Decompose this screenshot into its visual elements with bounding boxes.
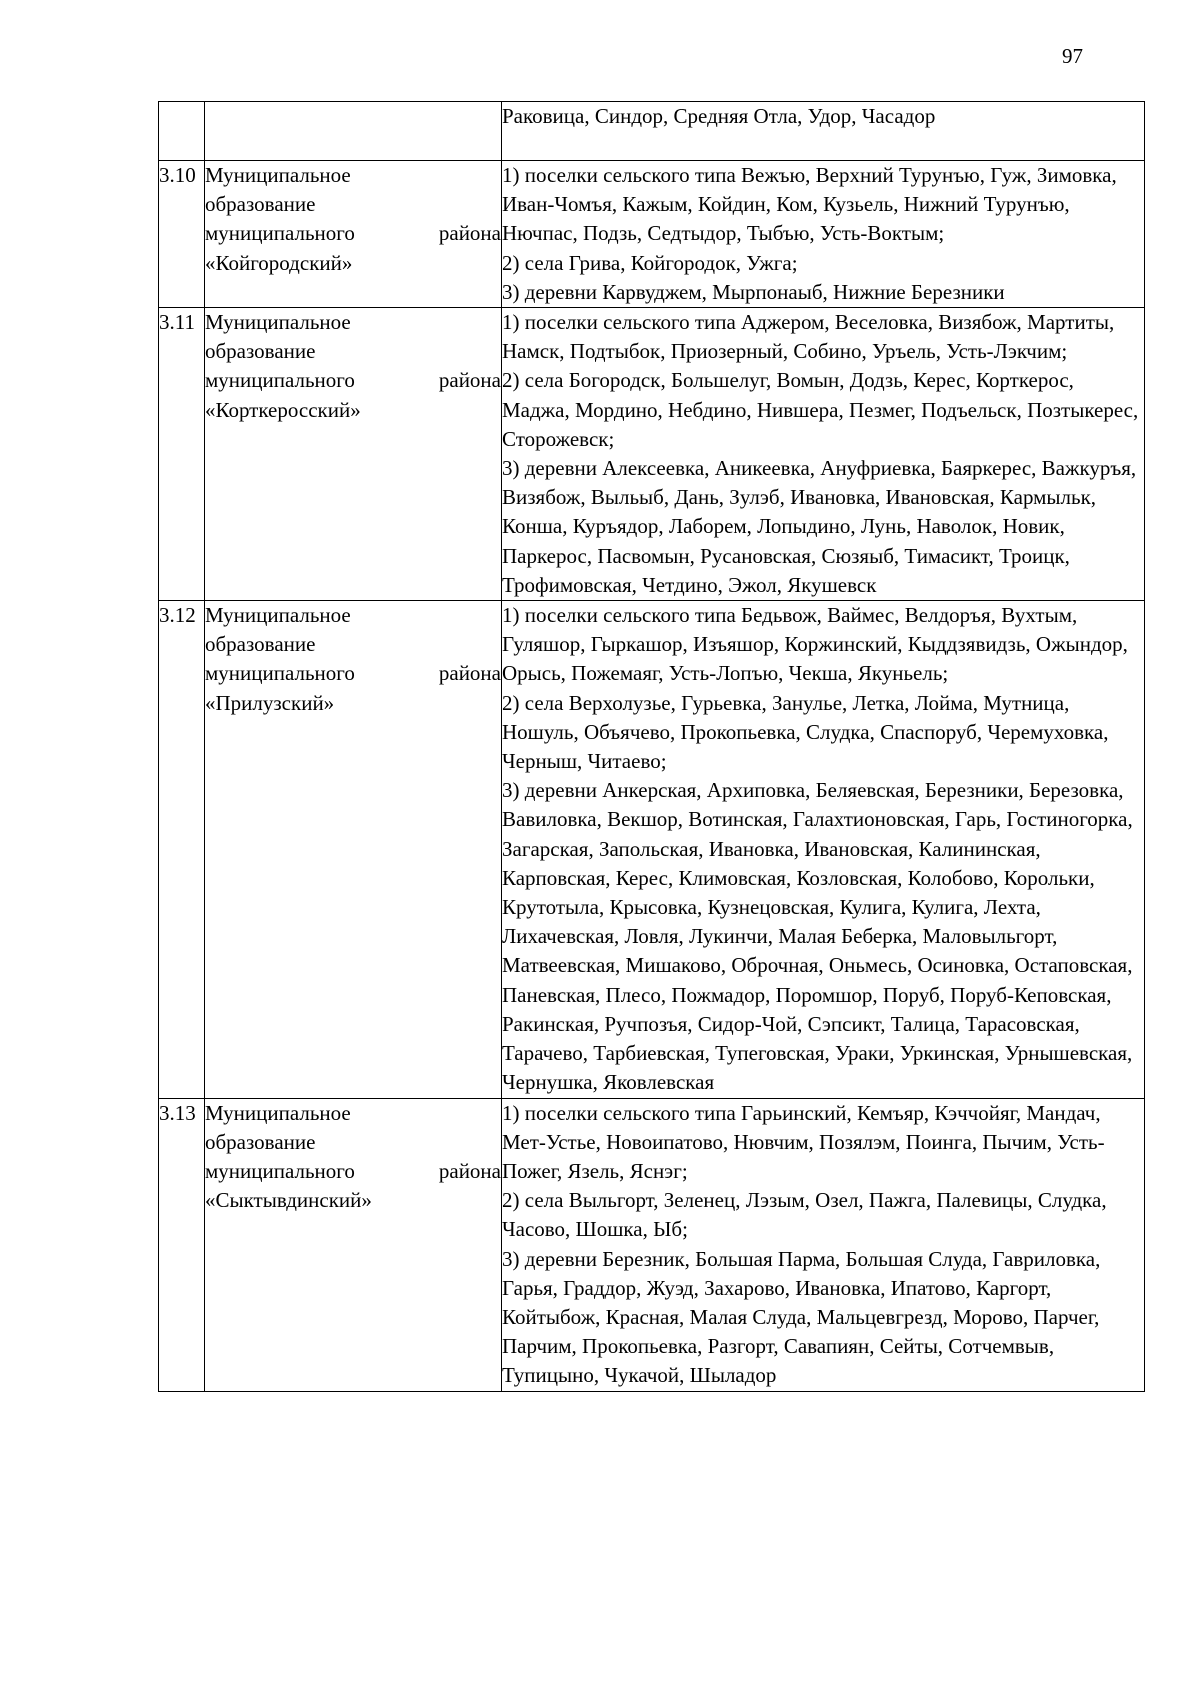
settlements-list: Раковица, Синдор, Средняя Отла, Удор, Часадор bbox=[502, 102, 1145, 161]
settlements-text: 1) поселки сельского типа Бедьвож, Ваймес, Велдоръя, Вухтым, Гуляшор, Гыркашор, Изъяшор, Коржинский, Кыддзявидзь, Ожындор, Орысь, Пожемаяг, Усть-Лопъю, Чекша, Якуньель; 2) села Верхолузье, Гурьевка, Занулье, Летка, Лойма, Мутница, Ношуль, Объячево, Прокопьевка, Слудка, Спаспоруб, Черемуховка, Черныш, Читаево; 3) деревни Анкерская, Архиповка, Беляевская, Березники, Березовка, Вавиловка, Векшор, Вотинская, Галахтионовская, Гарь, Гостиногорка, Загарская, Запольская, Ивановка, Ивановская, Калининская, Карповская, Керес, Климовская, Козловская, Колобово, Корольки, Крутотыла, Крысовка, Кузнецовская, Кулига, Кулига, Лехта, Лихачевская, Ловля, Лукинчи, Малая Беберка, Маловыльгорт, Матвеевская, Мишаково, Оброчная, Оньмесь, Осиновка, Остаповская, Паневская, Плесо, Пожмадор, Поромшор, Поруб, Поруб-Кеповская, Ракинская, Ручпозъя, Сидор-Чой, Сэпсикт, Талица, Тарасовская, Тарачево, Тарбиевская, Тупеговская, Ураки, Уркинская, Урнышевская, Чернушка, Яковлевская bbox=[502, 603, 1133, 1095]
name-word: района bbox=[438, 368, 501, 393]
name-line: «Прилузский» bbox=[205, 690, 335, 715]
table-row bbox=[159, 308, 1145, 601]
municipality-name bbox=[205, 161, 502, 308]
name-line: образование bbox=[205, 192, 316, 217]
row-number: 3.12 bbox=[159, 601, 205, 1098]
table-row-continued bbox=[159, 102, 1145, 161]
name-line: Муниципальное bbox=[205, 310, 351, 335]
row-number: 3.10 bbox=[159, 161, 205, 308]
name-line: «Корткеросский» bbox=[205, 397, 361, 422]
name-line: образование bbox=[205, 632, 316, 657]
name-line bbox=[205, 219, 501, 248]
name-line: «Сыктывдинский» bbox=[205, 1188, 372, 1213]
municipality-name bbox=[205, 1098, 502, 1391]
name-line bbox=[205, 1157, 501, 1186]
settlements-table bbox=[158, 101, 1145, 1392]
settlements-text: 1) поселки сельского типа Вежъю, Верхний Турунъю, Гуж, Зимовка, Иван-Чомъя, Кажым, Койдин, Ком, Кузьель, Нижний Турунъю, Нючпас, Подзь, Седтыдор, Тыбъю, Усть-Воктым; 2) села Грива, Койгородок, Ужга; 3) деревни Карвуджем, Мырпонаыб, Нижние Березники bbox=[502, 163, 1117, 304]
row-number: 3.11 bbox=[159, 308, 205, 601]
settlements-list bbox=[502, 161, 1145, 308]
name-word: района bbox=[438, 221, 501, 246]
name-line: Муниципальное bbox=[205, 1100, 351, 1125]
name-word: муниципального bbox=[205, 368, 355, 393]
name-word: муниципального bbox=[205, 661, 355, 686]
row-number bbox=[159, 102, 205, 161]
name-word: муниципального bbox=[205, 1158, 355, 1183]
table-row bbox=[159, 601, 1145, 1098]
settlements-list bbox=[502, 308, 1145, 601]
name-word: района bbox=[438, 661, 501, 686]
name-word: муниципального bbox=[205, 221, 355, 246]
settlements-list bbox=[502, 1098, 1145, 1391]
name-line bbox=[205, 659, 501, 688]
name-word: района bbox=[438, 1158, 501, 1183]
name-line: Муниципальное bbox=[205, 603, 351, 628]
municipality-name bbox=[205, 102, 502, 161]
name-line: «Койгородский» bbox=[205, 250, 353, 275]
table-row bbox=[159, 161, 1145, 308]
row-number: 3.13 bbox=[159, 1098, 205, 1391]
name-line bbox=[205, 366, 501, 395]
name-line: образование bbox=[205, 339, 316, 364]
settlements-text: 1) поселки сельского типа Аджером, Веселовка, Визябож, Мартиты, Намск, Подтыбок, Приозерный, Собино, Уръель, Усть-Лэкчим; 2) села Богородск, Большелуг, Вомын, Додзь, Керес, Корткерос, Маджа, Мордино, Небдино, Нившера, Пезмег, Подъельск, Позтыкерес, Сторожевск; 3) деревни Алексеевка, Аникеевка, Ануфриевка, Баяркерес, Важкуръя, Визябож, Выльыб, Дань, Зулэб, Ивановка, Ивановская, Кармыльк, Конша, Куръядор, Лаборем, Лопыдино, Лунь, Наволок, Новик, Паркерос, Пасвомын, Русановская, Сюзяыб, Тимасикт, Троицк, Трофимовская, Четдино, Эжол, Якушевск bbox=[502, 310, 1139, 597]
settlements-list bbox=[502, 601, 1145, 1098]
settlements-text: 1) поселки сельского типа Гарьинский, Кемъяр, Кэччойяг, Мандач, Мет-Устье, Новоипатово, Нювчим, Позялэм, Поинга, Пычим, Усть-Пожег, Язель, Яснэг; 2) села Выльгорт, Зеленец, Лэзым, Озел, Пажга, Палевицы, Слудка, Часово, Шошка, Ыб; 3) деревни Березник, Большая Парма, Большая Слуда, Гавриловка, Гарья, Граддор, Жуэд, Захарово, Ивановка, Ипатово, Каргорт, Койтыбож, Красная, Малая Слуда, Мальцевгрезд, Морово, Парчег, Парчим, Прокопьевка, Разгорт, Савапиян, Сейты, Сотчемвыв, Тупицыно, Чукачой, Шыладор bbox=[502, 1100, 1107, 1388]
name-line: образование bbox=[205, 1129, 316, 1154]
municipality-name bbox=[205, 308, 502, 601]
municipality-name bbox=[205, 601, 502, 1098]
table-row bbox=[159, 1098, 1145, 1391]
page-number: 97 bbox=[1062, 44, 1083, 68]
name-line: Муниципальное bbox=[205, 163, 351, 187]
